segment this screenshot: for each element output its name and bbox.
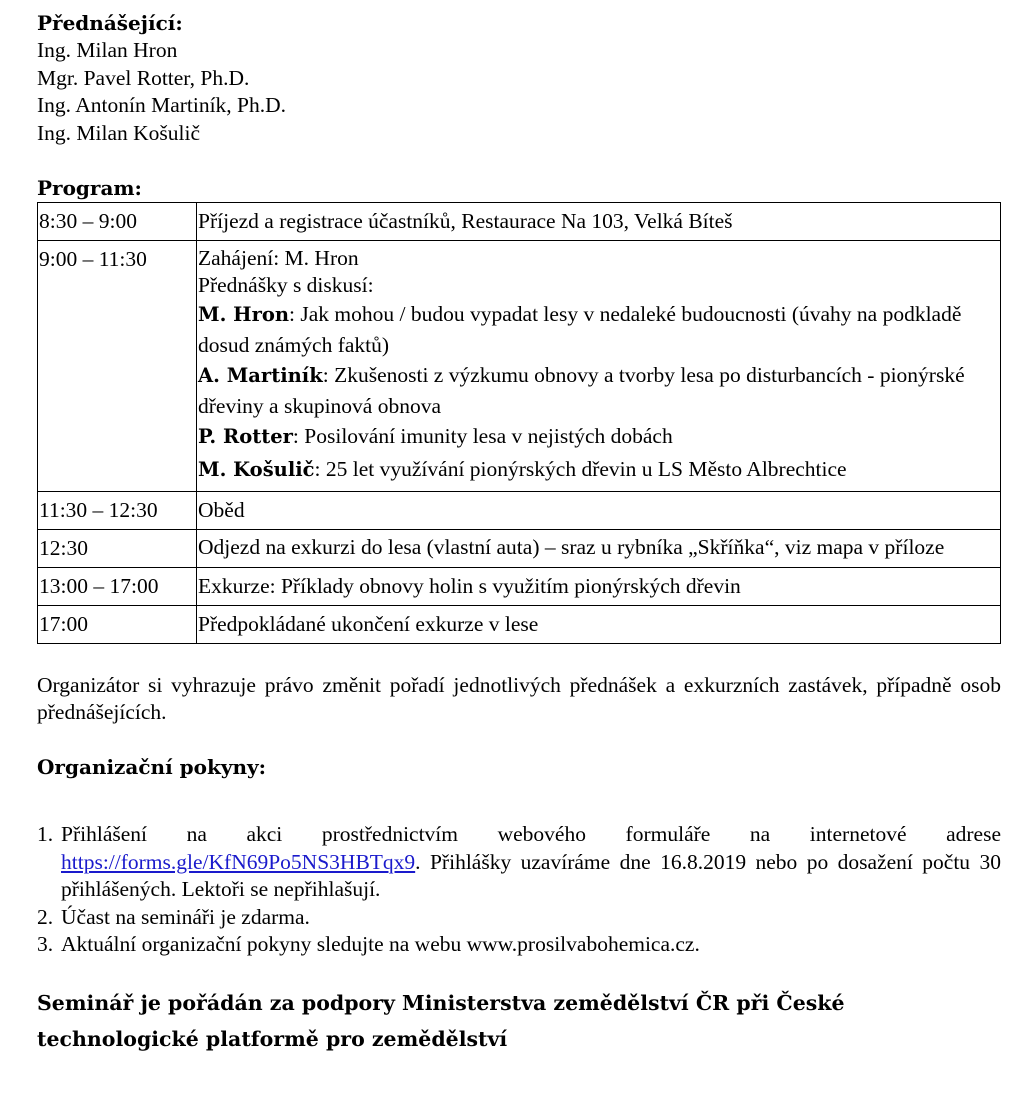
instructions-heading: Organizační pokyny:	[37, 755, 266, 779]
activity-cell: Příjezd a registrace účastníků, Restaurace Na 103, Velká Bíteš	[197, 203, 1001, 241]
talk-title: : Posilování imunity lesa v nejistých dobách	[292, 424, 673, 448]
item-text: Aktuální organizační pokyny sledujte na webu www.prosilvabohemica.cz.	[61, 932, 700, 956]
list-item	[37, 931, 1001, 959]
program-heading: Program:	[37, 176, 142, 200]
talk-title: : 25 let využívání pionýrských dřevin u LS Město Albrechtice	[314, 457, 847, 481]
time-cell: 9:00 – 11:30	[38, 241, 197, 492]
lecturer-name: Ing. Milan Košulič	[37, 120, 201, 145]
registration-form-link[interactable]: https://forms.gle/KfN69Po5NS3HBTqx9	[61, 849, 416, 874]
table-row	[38, 568, 1001, 606]
time-cell: 12:30	[38, 530, 197, 568]
item-text: Přihlášení na akci prostřednictvím webového formuláře na internetové adrese	[61, 822, 1001, 846]
talks-intro: Přednášky s diskusí:	[198, 273, 374, 297]
activity-cell	[197, 241, 1001, 492]
talk-item	[198, 421, 994, 452]
lecturer-name: Ing. Antonín Martiník, Ph.D.	[37, 93, 287, 117]
organizer-notice: Organizátor si vyhrazuje právo změnit pořadí jednotlivých přednášek a exkurzních zastávek, případně osob přednášejících.	[37, 673, 1001, 724]
table-row	[38, 203, 1001, 241]
list-item	[37, 904, 1001, 932]
item-text: . Přihlášky uzavíráme dne 16.8.2019 nebo po dosažení počtu 30 přihlášených. Lektoři se nepřihlašují.	[61, 849, 1001, 901]
list-item	[37, 821, 1001, 904]
activity-cell: Předpokládané ukončení exkurze v lese	[197, 606, 1001, 644]
lecturer-name: Mgr. Pavel Rotter, Ph.D.	[37, 65, 250, 90]
table-row	[38, 606, 1001, 644]
time-cell: 17:00	[38, 606, 197, 644]
activity-cell: Odjezd na exkurzi do lesa (vlastní auta) – sraz u rybníka „Skříňka“, viz mapa v příloze	[197, 530, 1001, 568]
program-table	[37, 202, 1001, 644]
speaker-name: M. Košulič	[198, 458, 315, 481]
item-number: 1.	[37, 822, 54, 846]
lecturers-heading: Přednášející:	[37, 11, 183, 35]
activity-cell: Oběd	[197, 492, 1001, 530]
table-row	[38, 492, 1001, 530]
activity-cell: Exkurze: Příklady obnovy holin s využitím pionýrských dřevin	[197, 568, 1001, 606]
talk-item	[198, 299, 994, 360]
talk-item	[198, 360, 994, 421]
talk-item	[198, 452, 994, 487]
document-page	[37, 0, 1001, 1057]
item-text: Účast na semináři je zdarma.	[61, 904, 310, 929]
talk-title: : Jak mohou / budou vypadat lesy v nedaleké budoucnosti (úvahy na podkladě dosud známých faktů)	[198, 302, 962, 357]
lecturers-list	[37, 37, 1001, 147]
time-cell: 13:00 – 17:00	[38, 568, 197, 606]
talk-title: : Zkušenosti z výzkumu obnovy a tvorby lesa po disturbancích - pionýrské dřeviny a skupinová obnova	[198, 363, 965, 418]
item-number: 3.	[37, 932, 54, 956]
item-number: 2.	[37, 904, 54, 929]
table-row	[38, 241, 1001, 492]
table-row	[38, 530, 1001, 568]
speaker-name: P. Rotter	[198, 425, 293, 448]
speaker-name: M. Hron	[198, 303, 290, 326]
time-cell: 8:30 – 9:00	[38, 203, 197, 241]
instructions-list	[37, 821, 1001, 959]
time-cell: 11:30 – 12:30	[38, 492, 197, 530]
lecturer-name: Ing. Milan Hron	[37, 38, 178, 62]
sponsor-statement: Seminář je pořádán za podpory Ministerstva zemědělství ČR při České technologické platformě pro zemědělství	[37, 990, 845, 1051]
speaker-name: A. Martiník	[198, 364, 323, 387]
opening-line: Zahájení: M. Hron	[198, 246, 359, 270]
